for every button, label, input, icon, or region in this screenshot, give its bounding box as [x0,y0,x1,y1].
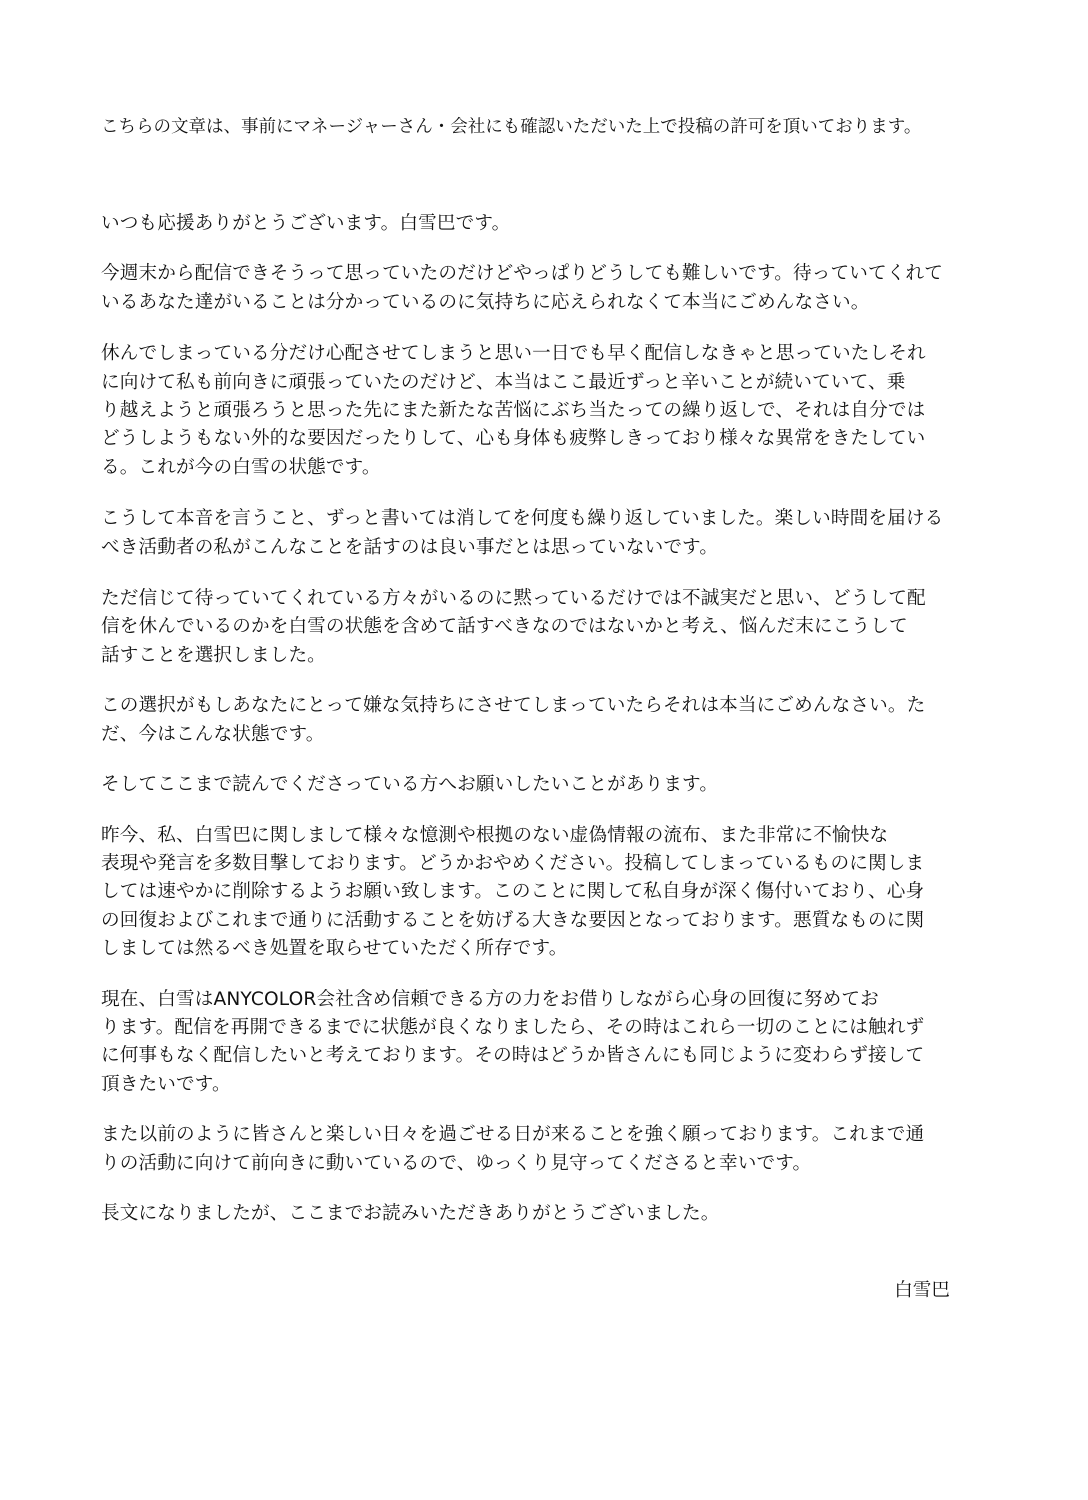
paragraph-line: 表現や発言を多数目撃しております。どうかおやめください。投稿してしまっているものに関しま [101,852,925,874]
paragraph [101,822,956,964]
paragraph-line: ります。配信を再開できるまでに状態が良くなりましたら、その時はこれら一切のことには触れず [101,1016,925,1038]
paragraph-line: そしてここまで読んでくださっている方へお願いしたいことがあります。 [101,774,719,796]
paragraph-line: だ、今はこんな状態です。 [101,723,325,745]
paragraph-line: 信を休んでいるのかを白雪の状態を含めて話すべきなのではないかと考え、悩んだ末にこうして [101,616,908,638]
paragraph-line: 長文になりましたが、ここまでお読みいただきありがとうございました。 [101,1202,720,1224]
paragraph-line: 頂きたいです。 [101,1073,231,1095]
paragraph-line: に向けて私も前向きに頑張っていたのだけど、本当はここ最近ずっと辛いことが続いていて、乗 [101,371,906,393]
paragraph-line: いつも応援ありがとうございます。白雪巴です。 [101,213,511,234]
paragraph-line: りの活動に向けて前向きに動いているので、ゆっくり見守ってくださると幸いです。 [101,1152,812,1174]
paragraph [101,585,956,670]
paragraph-line: り越えようと頑張ろうと思った先にまた新たな苦悩にぶち当たっての繰り返しで、それは自分では [101,400,926,422]
paragraph-line: る。これが今の白雪の状態です。 [101,456,381,478]
paragraph-line: べき活動者の私がこんなことを話すのは良い事だとは思っていないです。 [101,536,719,558]
signature: 白雪巴 [894,1280,950,1301]
paragraph-line: しては速やかに削除するようお願い致します。このことに関して私自身が深く傷付いており、心身 [101,881,925,903]
paragraph-line: この選択がもしあなたにとって嫌な気持ちにさせてしまっていたらそれは本当にごめんなさい。た [101,695,926,717]
paragraph-line: どうしようもない外的な要因だったりして、心も身体も疲弊しきっており様々な異常をきたしてい [101,428,926,450]
paragraph-line: こうして本音を言うこと、ずっと書いては消してを何度も繰り返していました。楽しい時間を届ける [101,508,944,530]
paragraph-line: 現在、白雪はANYCOLOR会社含め信頼できる方の力をお借りしながら心身の回復に努めてお [101,988,879,1010]
paragraph [101,771,956,799]
paragraph [101,260,956,317]
paragraph [101,986,956,1100]
letter-body [101,210,956,1250]
paragraph-line: 今週末から配信できそうって思っていたのだけどやっぱりどうしても難しいです。待っていてくれて [101,263,943,285]
paragraph-line: また以前のように皆さんと楽しい日々を過ごせる日が来ることを強く願っております。これまで通 [101,1124,925,1146]
paragraph [101,1200,956,1228]
paragraph [101,340,956,482]
paragraph-line: いるあなた達がいることは分かっているのに気持ちに応えられなくて本当にごめんなさい。 [101,291,870,313]
paragraph-line: 話すことを選択しました。 [101,644,326,666]
paragraph [101,210,956,238]
paragraph [101,1121,956,1178]
paragraph-line: の回復およびこれまで通りに活動することを妨げる大きな要因となっております。悪質なものに関 [101,909,925,931]
paragraph-line: しましては然るべき処置を取らせていただく所存です。 [101,938,568,960]
paragraph-line: 昨今、私、白雪巴に関しまして様々な憶測や根拠のない虚偽情報の流布、また非常に不愉快な [101,824,889,846]
paragraph-line: 休んでしまっている分だけ心配させてしまうと思い一日でも早く配信しなきゃと思っていたしそれ [101,343,926,365]
permission-notice: こちらの文章は、事前にマネージャーさん・会社にも確認いただいた上で投稿の許可を頂いております。 [101,117,922,137]
paragraph [101,505,956,562]
paragraph-line: に何事もなく配信したいと考えております。その時はどうか皆さんにも同じように変わらず接して [101,1045,925,1067]
paragraph-line: ただ信じて待っていてくれている方々がいるのに黙っているだけでは不誠実だと思い、どうして配 [101,588,926,610]
paragraph [101,692,956,749]
